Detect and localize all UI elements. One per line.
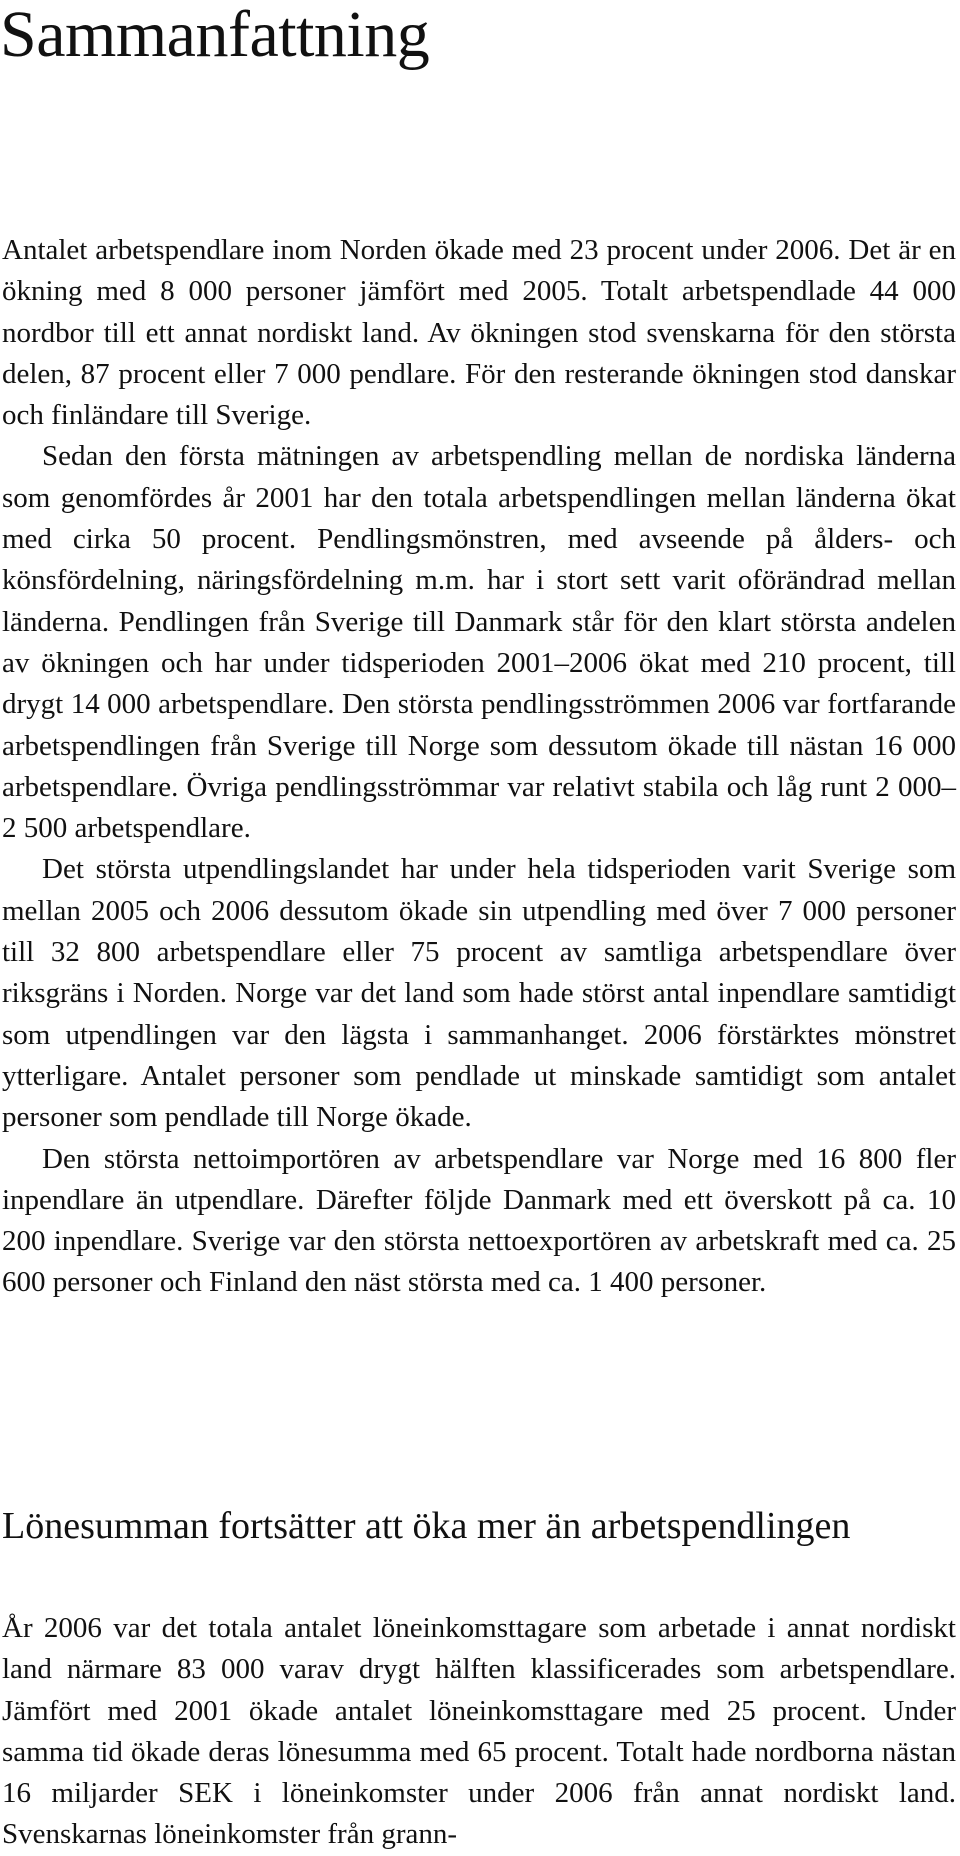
summary-section — [2, 230, 956, 1304]
paragraph: Sedan den första mätningen av arbetspendling mellan de nordiska länderna som genomfördes år 2001 har den totala arbetspendlingen mellan länderna ökat med cirka 50 procent. Pendlingsmönstren, med avseende på ålders- och könsfördelning, näringsfördelning m.m. har i stort sett varit oförändrad mellan länderna. Pendlingen från Sverige till Danmark står för den klart största andelen av ökningen och har under tidsperioden 2001–2006 ökat med 210 procent, till drygt 14 000 arbetspendlare. Den största pendlingsströmmen 2006 var fortfarande arbetspendlingen från Sverige till Norge som dessutom ökade till nästan 16 000 arbetspendlare. Övriga pendlingsströmmar var relativt stabila och låg runt 2 000–2 500 arbetspendlare. — [2, 440, 956, 845]
page-title: Sammanfattning — [0, 0, 430, 71]
wage-section — [2, 1608, 956, 1856]
paragraph: Den största nettoimportören av arbetspendlare var Norge med 16 800 fler inpendlare än utpendlare. Därefter följde Danmark med ett överskott på ca. 10 200 inpendlare. Sverige var den största nettoexportören av arbetskraft med ca. 25 600 personer och Finland den näst största med ca. 1 400 personer. — [2, 1142, 956, 1299]
paragraph: Det största utpendlingslandet har under hela tidsperioden varit Sverige som mellan 2005 och 2006 dessutom ökade sin utpendling med över 7 000 personer till 32 800 arbetspendlare eller 75 procent av samtliga arbetspendlare över riksgräns i Norden. Norge var det land som hade störst antal inpendlare samtidigt som utpendlingen var den lägsta i sammanhanget. 2006 förstärktes mönstret ytterligare. Antalet personer som pendlade ut minskade samtidigt som antalet personer som pendlade till Norge ökade. — [2, 853, 956, 1134]
section-heading: Lönesumman fortsätter att öka mer än arbetspendlingen — [2, 1505, 851, 1547]
paragraph: Antalet arbetspendlare inom Norden ökade med 23 procent under 2006. Det är en ökning med 8 000 personer jämfört med 2005. Totalt arbetspendlade 44 000 nordbor till ett annat nordiskt land. Av ökningen stod svenskarna för den största delen, 87 procent eller 7 000 pendlare. För den resterande ökningen stod danskar och finländare till Sverige. — [2, 234, 956, 432]
paragraph: År 2006 var det totala antalet löneinkomsttagare som arbetade i annat nordiskt land närmare 83 000 varav drygt hälften klassificerades som arbetspendlare. Jämfört med 2001 ökade antalet löneinkomsttagare med 25 procent. Under samma tid ökade deras lönesumma med 65 procent. Totalt hade nordborna nästan 16 miljarder SEK i löneinkomster under 2006 från annat nordiskt land. Svenskarnas löneinkomster från grann- — [2, 1612, 956, 1851]
